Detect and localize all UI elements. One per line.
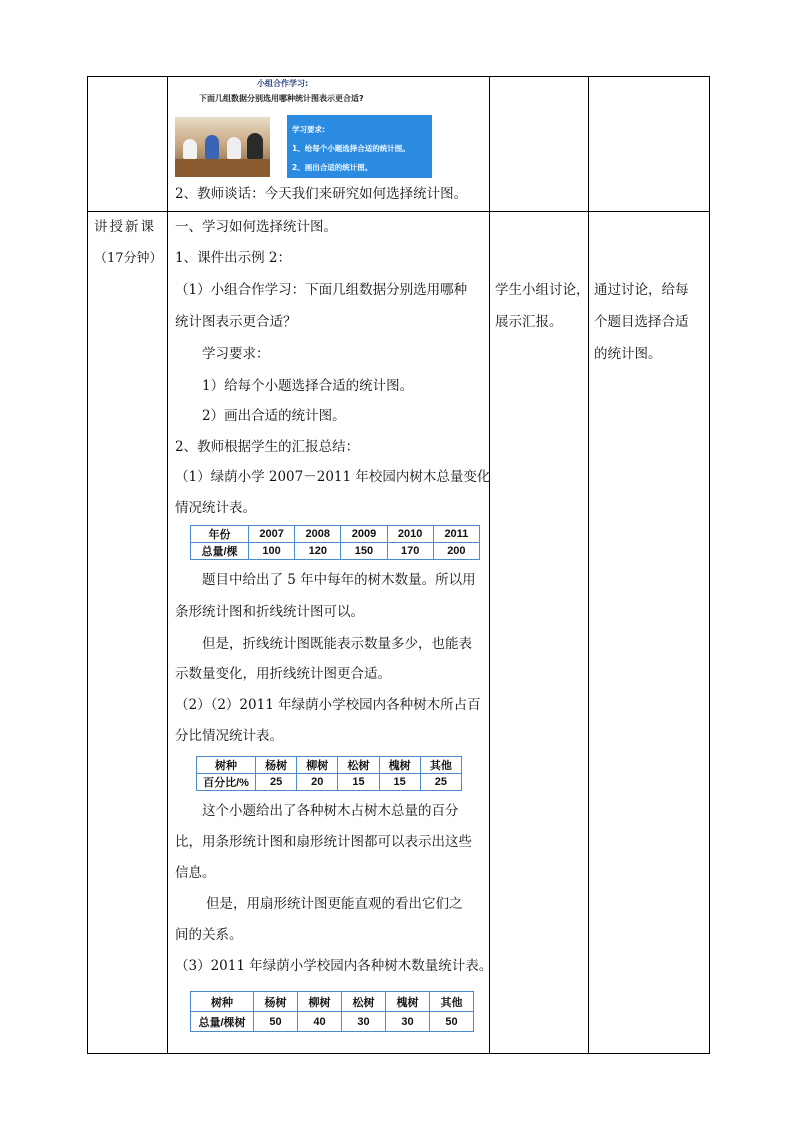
table-cell: 树种 <box>191 992 254 1012</box>
table-cell: 2007 <box>249 526 295 543</box>
table-cell: 杨树 <box>254 992 298 1012</box>
design-intent: 的统计图。 <box>594 346 662 362</box>
table-cell: 25 <box>420 774 461 791</box>
content-line: （1）绿荫小学 2007－2011 年校园内树木总量变化 <box>175 469 491 485</box>
content-line: 这个小题给出了各种树木占树木总量的百分 <box>202 803 459 819</box>
content-line: 但是，用扇形统计图更能直观的看出它们之 <box>206 896 463 912</box>
slide-requirements-box <box>287 115 432 178</box>
table-cell: 其他 <box>420 757 461 774</box>
content-line: 2、教师根据学生的汇报总结： <box>175 439 360 455</box>
content-line: （3）2011 年绿荫小学校园内各种树木数量统计表。 <box>175 958 493 974</box>
content-line: （2）（2）2011 年绿荫小学校园内各种树木所占百 <box>175 697 481 713</box>
table-cell: 槐树 <box>386 992 430 1012</box>
table-cell: 柳树 <box>297 757 338 774</box>
stage-duration: （17分钟） <box>94 251 163 266</box>
table-cell: 30 <box>386 1012 430 1032</box>
content-line: 分比情况统计表。 <box>175 728 283 744</box>
table-cell: 15 <box>338 774 379 791</box>
table-row <box>191 543 480 560</box>
table-cell: 总量/棵树 <box>191 1012 254 1032</box>
design-intent: 通过讨论，给每 <box>594 282 689 298</box>
stage-label: 讲授新课 <box>94 219 156 235</box>
table-cell: 槐树 <box>379 757 420 774</box>
data-table-1 <box>190 525 480 560</box>
content-line: 示数量变化，用折线统计图更合适。 <box>175 666 391 682</box>
table-cell: 柳树 <box>298 992 342 1012</box>
slide-requirements-heading: 学习要求: <box>292 125 325 134</box>
content-line: 间的关系。 <box>175 927 243 943</box>
table-row <box>191 992 474 1012</box>
slide-requirement-1: 1、给每个小题选择合适的统计图。 <box>292 144 410 153</box>
table-cell: 100 <box>249 543 295 560</box>
table-cell: 其他 <box>430 992 474 1012</box>
table-cell: 年份 <box>191 526 249 543</box>
table-cell: 15 <box>379 774 420 791</box>
content-line: （1）小组合作学习：下面几组数据分别选用哪种 <box>175 282 468 298</box>
table-cell: 120 <box>295 543 341 560</box>
slide-requirement-2: 2、画出合适的统计图。 <box>292 163 373 172</box>
student-activity: 学生小组讨论， <box>495 282 590 298</box>
table-cell: 50 <box>254 1012 298 1032</box>
table-row <box>191 526 480 543</box>
slide-question: 下面几组数据分别选用哪种统计图表示更合适? <box>199 94 364 103</box>
data-table-3 <box>190 991 474 1032</box>
content-line: 条形统计图和折线统计图可以。 <box>175 604 364 620</box>
data-table-2 <box>196 756 462 791</box>
content-line: 比，用条形统计图和扇形统计图都可以表示出这些 <box>175 834 472 850</box>
slide-title: 小组合作学习: <box>257 79 309 88</box>
table-cell: 20 <box>297 774 338 791</box>
content-line: 情况统计表。 <box>175 500 256 516</box>
table-row <box>197 757 462 774</box>
content-line: 题目中给出了 5 年中每年的树木数量。所以用 <box>202 572 476 588</box>
table-cell: 树种 <box>197 757 256 774</box>
table-cell: 松树 <box>342 992 386 1012</box>
content-line: 信息。 <box>175 865 216 881</box>
content-line: 统计图表示更合适？ <box>175 314 297 330</box>
table-cell: 总量/棵 <box>191 543 249 560</box>
table-cell: 杨树 <box>256 757 297 774</box>
classroom-photo <box>175 117 270 177</box>
design-intent: 个题目选择合适 <box>594 314 689 330</box>
table-cell: 200 <box>433 543 479 560</box>
table-cell: 2011 <box>433 526 479 543</box>
content-line: 1）给每个小题选择合适的统计图。 <box>202 378 414 394</box>
table-cell: 2010 <box>387 526 433 543</box>
table-row <box>191 1012 474 1032</box>
table-cell: 150 <box>341 543 387 560</box>
content-line: 但是，折线统计图既能表示数量多少，也能表 <box>202 636 472 652</box>
content-line: 一、学习如何选择统计图。 <box>175 219 337 235</box>
table-cell: 170 <box>387 543 433 560</box>
table-cell: 40 <box>298 1012 342 1032</box>
content-line: 2）画出合适的统计图。 <box>202 408 346 424</box>
table-cell: 百分比/% <box>197 774 256 791</box>
table-cell: 25 <box>256 774 297 791</box>
table-cell: 50 <box>430 1012 474 1032</box>
teacher-talk: 2、教师谈话：今天我们来研究如何选择统计图。 <box>175 186 468 202</box>
table-cell: 2008 <box>295 526 341 543</box>
table-row <box>197 774 462 791</box>
slide-image <box>175 77 432 178</box>
content-line: 学习要求： <box>202 346 270 362</box>
table-cell: 2009 <box>341 526 387 543</box>
table-cell: 松树 <box>338 757 379 774</box>
student-activity: 展示汇报。 <box>495 314 563 330</box>
table-cell: 30 <box>342 1012 386 1032</box>
content-line: 1、课件出示例 2： <box>175 250 291 266</box>
